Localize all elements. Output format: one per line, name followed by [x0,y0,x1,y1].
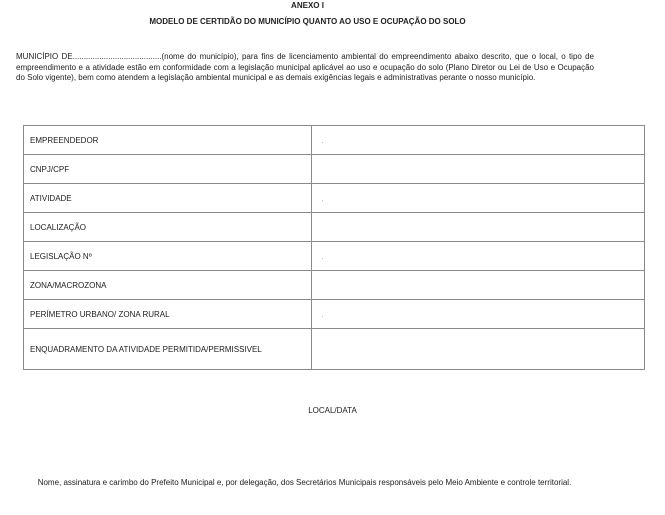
form-label: ATIVIDADE [24,184,312,213]
form-value-field[interactable] [312,155,645,184]
field-marker [322,258,323,259]
intro-paragraph: MUNICÍPIO DE........................................(nome do município), para fins de licenciamento ambiental do empreendimento abaixo descrito, que o local, o tipo de empreendimento e a atividade estão em conformidade com a legislação municipal aplicável ao uso e ocupação do solo (Plano Diretor ou Lei de Uso e Ocupação do Solo vigente), bem como atendem a legislação ambiental municipal e as demais exigências legais e administrativas perante o nosso município. [16,52,594,82]
form-value-field[interactable] [312,126,645,155]
form-row-legislacao [24,242,645,271]
form-row-enquadramento [24,329,645,370]
document-title: MODELO DE CERTIDÃO DO MUNICÍPIO QUANTO AO USO E OCUPAÇÃO DO SOLO [149,17,466,26]
form-row-empreendedor [24,126,645,155]
form-value-field[interactable] [312,329,645,370]
form-value-field[interactable] [312,184,645,213]
form-value-field[interactable] [312,271,645,300]
annex-label: ANEXO I [291,1,324,10]
form-row-perimetro [24,300,645,329]
signature-note: Nome, assinatura e carimbo do Prefeito Municipal e, por delegação, dos Secretários Municipais responsáveis pelo Meio Ambiente e controle territorial. [37,478,572,487]
form-label: PERÍMETRO URBANO/ ZONA RURAL [24,300,312,329]
form-label: LOCALIZAÇÃO [24,213,312,242]
local-date-label: LOCAL/DATA [308,406,357,415]
form-row-zona-macrozona [24,271,645,300]
form-value-field[interactable] [312,213,645,242]
certificate-form-table [23,125,645,370]
form-value-field[interactable] [312,300,645,329]
field-marker [322,200,323,201]
form-label: ENQUADRAMENTO DA ATIVIDADE PERMITIDA/PERMISSIVEL [24,329,312,370]
form-label: LEGISLAÇÃO Nº [24,242,312,271]
form-value-field[interactable] [312,242,645,271]
field-marker [322,142,323,143]
form-row-cnpj-cpf [24,155,645,184]
field-marker [322,316,323,317]
form-row-localizacao [24,213,645,242]
form-label: CNPJ/CPF [24,155,312,184]
form-label: ZONA/MACROZONA [24,271,312,300]
form-label: EMPREENDEDOR [24,126,312,155]
form-row-atividade [24,184,645,213]
